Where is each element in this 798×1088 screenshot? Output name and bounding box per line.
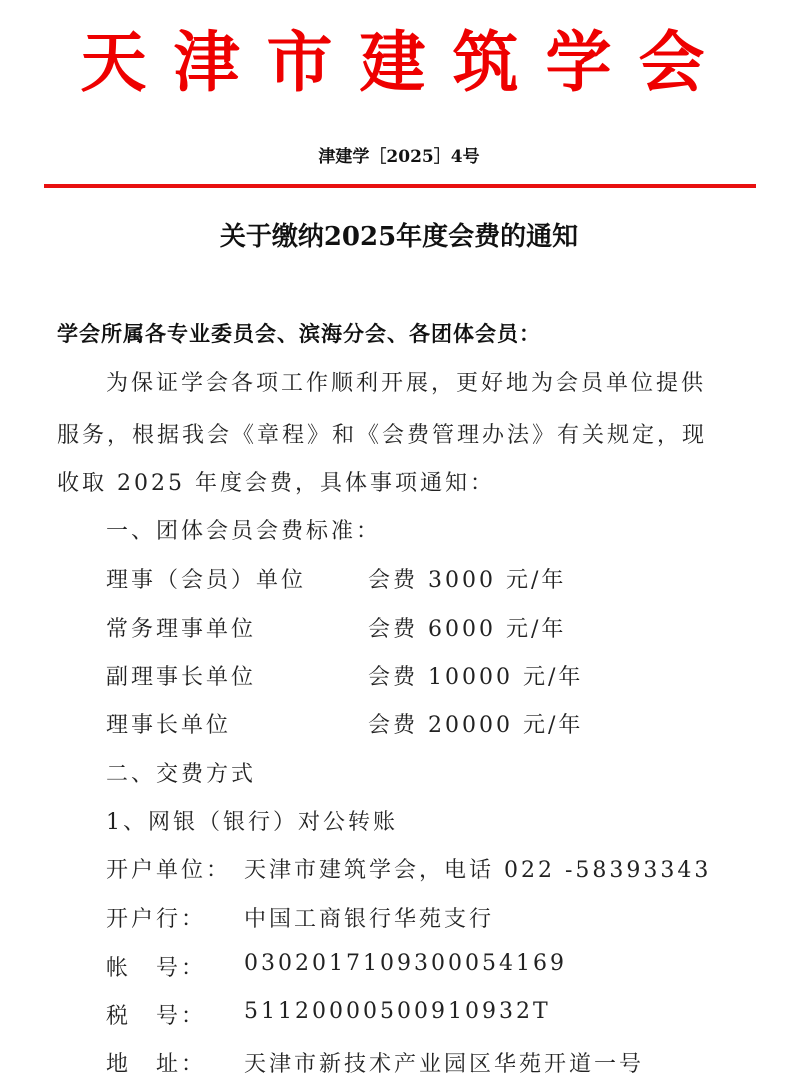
fee-amount: 会费 6000 元/年 <box>368 617 567 642</box>
detail-label: 帐 号： <box>106 956 207 981</box>
detail-label: 地 址： <box>106 1052 207 1077</box>
detail-label: 税 号： <box>106 1004 207 1029</box>
detail-label: 开户单位： <box>106 858 232 883</box>
fee-amount: 会费 10000 元/年 <box>368 665 584 690</box>
fee-amount: 会费 20000 元/年 <box>368 713 584 738</box>
salutation: 学会所属各专业委员会、滨海分会、各团体会员： <box>57 321 541 346</box>
fee-unit: 常务理事单位 <box>106 617 257 642</box>
fee-unit: 副理事长单位 <box>106 665 257 690</box>
notice-title: 关于缴纳2025年度会费的通知 <box>219 222 579 252</box>
red-divider <box>44 184 756 188</box>
detail-value: 0302017109300054169 <box>244 951 567 976</box>
section1-heading: 一、团体会员会费标准： <box>106 519 382 544</box>
org-masthead: 天津市建筑学会 <box>80 23 732 101</box>
body-line-1: 为保证学会各项工作顺利开展，更好地为会员单位提供 <box>106 371 707 396</box>
fee-amount: 会费 3000 元/年 <box>368 568 567 593</box>
detail-label: 开户行： <box>106 907 207 932</box>
body-line-2: 服务，根据我会《章程》和《会费管理办法》有关规定，现 <box>57 423 708 448</box>
detail-value: 天津市新技术产业园区华苑开道一号 <box>244 1052 645 1077</box>
fee-unit: 理事（会员）单位 <box>106 568 307 593</box>
document-number: 津建学［2025］4号 <box>318 147 480 167</box>
detail-value: 中国工商银行华苑支行 <box>244 907 495 932</box>
section2-heading: 二、交费方式 <box>106 762 257 787</box>
body-line-3: 收取 2025 年度会费，具体事项通知： <box>57 471 495 496</box>
detail-value: 天津市建筑学会，电话 022 -58393343 <box>244 858 712 883</box>
fee-unit: 理事长单位 <box>106 713 232 738</box>
payment-method: 1、网银（银行）对公转账 <box>106 810 398 835</box>
detail-value: 51120000500910932T <box>244 999 551 1024</box>
